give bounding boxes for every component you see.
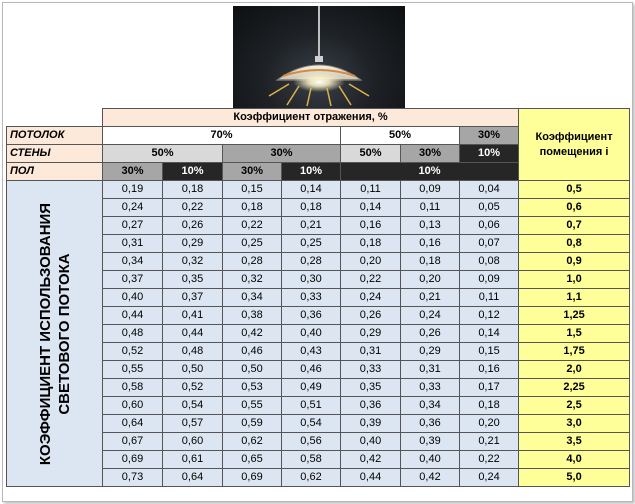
row-label-floor: ПОЛ (7, 163, 103, 181)
table-cell: 0,22 (341, 271, 401, 289)
table-cell: 0,25 (282, 235, 341, 253)
table-cell: 0,36 (401, 415, 460, 433)
pendant-lamp-icon (233, 6, 405, 108)
table-cell: 0,14 (341, 199, 401, 217)
table-cell: 0,49 (282, 379, 341, 397)
table-cell: 0,04 (460, 181, 519, 199)
utilization-table (6, 108, 630, 487)
table-cell: 0,21 (401, 289, 460, 307)
table-cell: 0,20 (401, 271, 460, 289)
table-cell: 0,64 (163, 469, 223, 487)
table-cell: 0,20 (341, 253, 401, 271)
table-cell: 0,24 (341, 289, 401, 307)
room-index-cell: 5,0 (519, 469, 630, 487)
floor-10-c: 10% (341, 163, 519, 181)
table-cell: 0,32 (223, 271, 282, 289)
room-index-cell: 1,1 (519, 289, 630, 307)
table-cell: 0,25 (223, 235, 282, 253)
row-label-ceiling: ПОТОЛОК (7, 127, 103, 145)
ceiling-30: 30% (460, 127, 519, 145)
table-cell: 0,69 (103, 451, 163, 469)
table-cell: 0,30 (282, 271, 341, 289)
table-cell: 0,18 (401, 253, 460, 271)
table-cell: 0,07 (460, 235, 519, 253)
floor-30-b: 30% (223, 163, 282, 181)
table-cell: 0,41 (163, 307, 223, 325)
table-cell: 0,11 (401, 199, 460, 217)
table-cell: 0,64 (103, 415, 163, 433)
table-cell: 0,51 (282, 397, 341, 415)
table-cell: 0,40 (341, 433, 401, 451)
table-cell: 0,61 (163, 451, 223, 469)
table-cell: 0,33 (401, 379, 460, 397)
table-cell: 0,18 (282, 199, 341, 217)
table-cell: 0,54 (163, 397, 223, 415)
table-cell: 0,22 (163, 199, 223, 217)
room-index-cell: 1,0 (519, 271, 630, 289)
floor-10-b: 10% (282, 163, 341, 181)
table-cell: 0,50 (223, 361, 282, 379)
table-cell: 0,15 (223, 181, 282, 199)
table-cell: 0,16 (401, 235, 460, 253)
table-cell: 0,37 (163, 289, 223, 307)
table-cell: 0,13 (401, 217, 460, 235)
table-cell: 0,33 (282, 289, 341, 307)
floor-30-a: 30% (103, 163, 163, 181)
table-cell: 0,35 (163, 271, 223, 289)
table-cell: 0,24 (401, 307, 460, 325)
room-index-cell: 0,5 (519, 181, 630, 199)
table-cell: 0,21 (460, 433, 519, 451)
side-label-cell (7, 181, 103, 487)
table-cell: 0,22 (223, 217, 282, 235)
table-cell: 0,18 (223, 199, 282, 217)
side-label: КОЭФФИЦИЕНТ ИСПОЛЬЗОВАНИЯ СВЕТОВОГО ПОТОКА (36, 202, 73, 465)
ceiling-70: 70% (103, 127, 341, 145)
table-cell: 0,12 (460, 307, 519, 325)
coef-title: Коэффициент помещения i (519, 109, 630, 181)
table-cell: 0,58 (282, 451, 341, 469)
table-cell: 0,24 (460, 469, 519, 487)
table-cell: 0,60 (103, 397, 163, 415)
table-cell: 0,46 (282, 361, 341, 379)
table-cell: 0,27 (103, 217, 163, 235)
table-cell: 0,38 (223, 307, 282, 325)
room-index-cell: 1,5 (519, 325, 630, 343)
table-cell: 0,26 (341, 307, 401, 325)
room-index-cell: 2,0 (519, 361, 630, 379)
table-cell: 0,48 (103, 325, 163, 343)
table-cell: 0,31 (341, 343, 401, 361)
table-cell: 0,31 (401, 361, 460, 379)
table-cell: 0,21 (282, 217, 341, 235)
table-cell: 0,16 (341, 217, 401, 235)
table-cell: 0,06 (460, 217, 519, 235)
walls-50-a: 50% (103, 145, 223, 163)
table-cell: 0,43 (282, 343, 341, 361)
table-cell: 0,44 (341, 469, 401, 487)
table-cell: 0,32 (163, 253, 223, 271)
table-cell: 0,40 (401, 451, 460, 469)
table-cell: 0,18 (460, 397, 519, 415)
table-cell: 0,37 (103, 271, 163, 289)
table-cell: 0,28 (282, 253, 341, 271)
table-cell: 0,56 (282, 433, 341, 451)
table-cell: 0,42 (223, 325, 282, 343)
table-cell: 0,36 (282, 307, 341, 325)
table-cell: 0,40 (282, 325, 341, 343)
table-cell: 0,14 (460, 325, 519, 343)
table-cell: 0,50 (163, 361, 223, 379)
table-cell: 0,15 (460, 343, 519, 361)
table-cell: 0,34 (103, 253, 163, 271)
row-label-walls: СТЕНЫ (7, 145, 103, 163)
table-cell: 0,08 (460, 253, 519, 271)
room-index-cell: 1,25 (519, 307, 630, 325)
room-index-cell: 0,8 (519, 235, 630, 253)
table-cell: 0,40 (103, 289, 163, 307)
table-cell: 0,22 (460, 451, 519, 469)
table-cell: 0,44 (103, 307, 163, 325)
table-cell: 0,46 (223, 343, 282, 361)
table-cell: 0,33 (341, 361, 401, 379)
table-cell: 0,55 (223, 397, 282, 415)
table-cell: 0,14 (282, 181, 341, 199)
table-cell: 0,34 (223, 289, 282, 307)
table-cell: 0,11 (460, 289, 519, 307)
room-index-cell: 0,6 (519, 199, 630, 217)
table-cell: 0,39 (401, 433, 460, 451)
table-cell: 0,34 (401, 397, 460, 415)
room-index-cell: 0,9 (519, 253, 630, 271)
table-cell: 0,18 (163, 181, 223, 199)
walls-10: 10% (460, 145, 519, 163)
table-cell: 0,17 (460, 379, 519, 397)
floor-10-a: 10% (163, 163, 223, 181)
table-cell: 0,62 (223, 433, 282, 451)
table-cell: 0,16 (460, 361, 519, 379)
table-cell: 0,44 (163, 325, 223, 343)
table-cell: 0,52 (163, 379, 223, 397)
walls-30-a: 30% (223, 145, 341, 163)
table-cell: 0,58 (103, 379, 163, 397)
room-index-cell: 4,0 (519, 451, 630, 469)
reflection-title: Коэффициент отражения, % (103, 109, 519, 127)
table-cell: 0,53 (223, 379, 282, 397)
table-cell: 0,29 (401, 343, 460, 361)
table-cell: 0,62 (282, 469, 341, 487)
room-index-cell: 3,0 (519, 415, 630, 433)
table-cell: 0,57 (163, 415, 223, 433)
table-cell: 0,42 (401, 469, 460, 487)
table-cell: 0,36 (341, 397, 401, 415)
room-index-cell: 3,5 (519, 433, 630, 451)
table-cell: 0,26 (163, 217, 223, 235)
table-cell: 0,26 (401, 325, 460, 343)
walls-50-b: 50% (341, 145, 401, 163)
table-cell: 0,42 (341, 451, 401, 469)
room-index-cell: 0,7 (519, 217, 630, 235)
table-cell: 0,31 (103, 235, 163, 253)
table-cell: 0,35 (341, 379, 401, 397)
table-cell: 0,52 (103, 343, 163, 361)
table-cell: 0,29 (163, 235, 223, 253)
room-index-cell: 2,25 (519, 379, 630, 397)
table-cell: 0,24 (103, 199, 163, 217)
table-cell: 0,29 (341, 325, 401, 343)
room-index-cell: 2,5 (519, 397, 630, 415)
table-cell: 0,59 (223, 415, 282, 433)
table-cell: 0,54 (282, 415, 341, 433)
ceiling-50: 50% (341, 127, 460, 145)
table-cell: 0,20 (460, 415, 519, 433)
table-cell: 0,55 (103, 361, 163, 379)
table-cell: 0,11 (341, 181, 401, 199)
room-index-cell: 1,75 (519, 343, 630, 361)
table-cell: 0,28 (223, 253, 282, 271)
table-cell: 0,09 (401, 181, 460, 199)
table-cell: 0,48 (163, 343, 223, 361)
table-row (7, 181, 630, 199)
table-cell: 0,69 (223, 469, 282, 487)
table-cell: 0,60 (163, 433, 223, 451)
table-cell: 0,05 (460, 199, 519, 217)
table-cell: 0,09 (460, 271, 519, 289)
table-cell: 0,19 (103, 181, 163, 199)
table-cell: 0,73 (103, 469, 163, 487)
walls-30-b: 30% (401, 145, 460, 163)
table-cell: 0,18 (341, 235, 401, 253)
table-cell: 0,39 (341, 415, 401, 433)
table-cell: 0,67 (103, 433, 163, 451)
table-cell: 0,65 (223, 451, 282, 469)
